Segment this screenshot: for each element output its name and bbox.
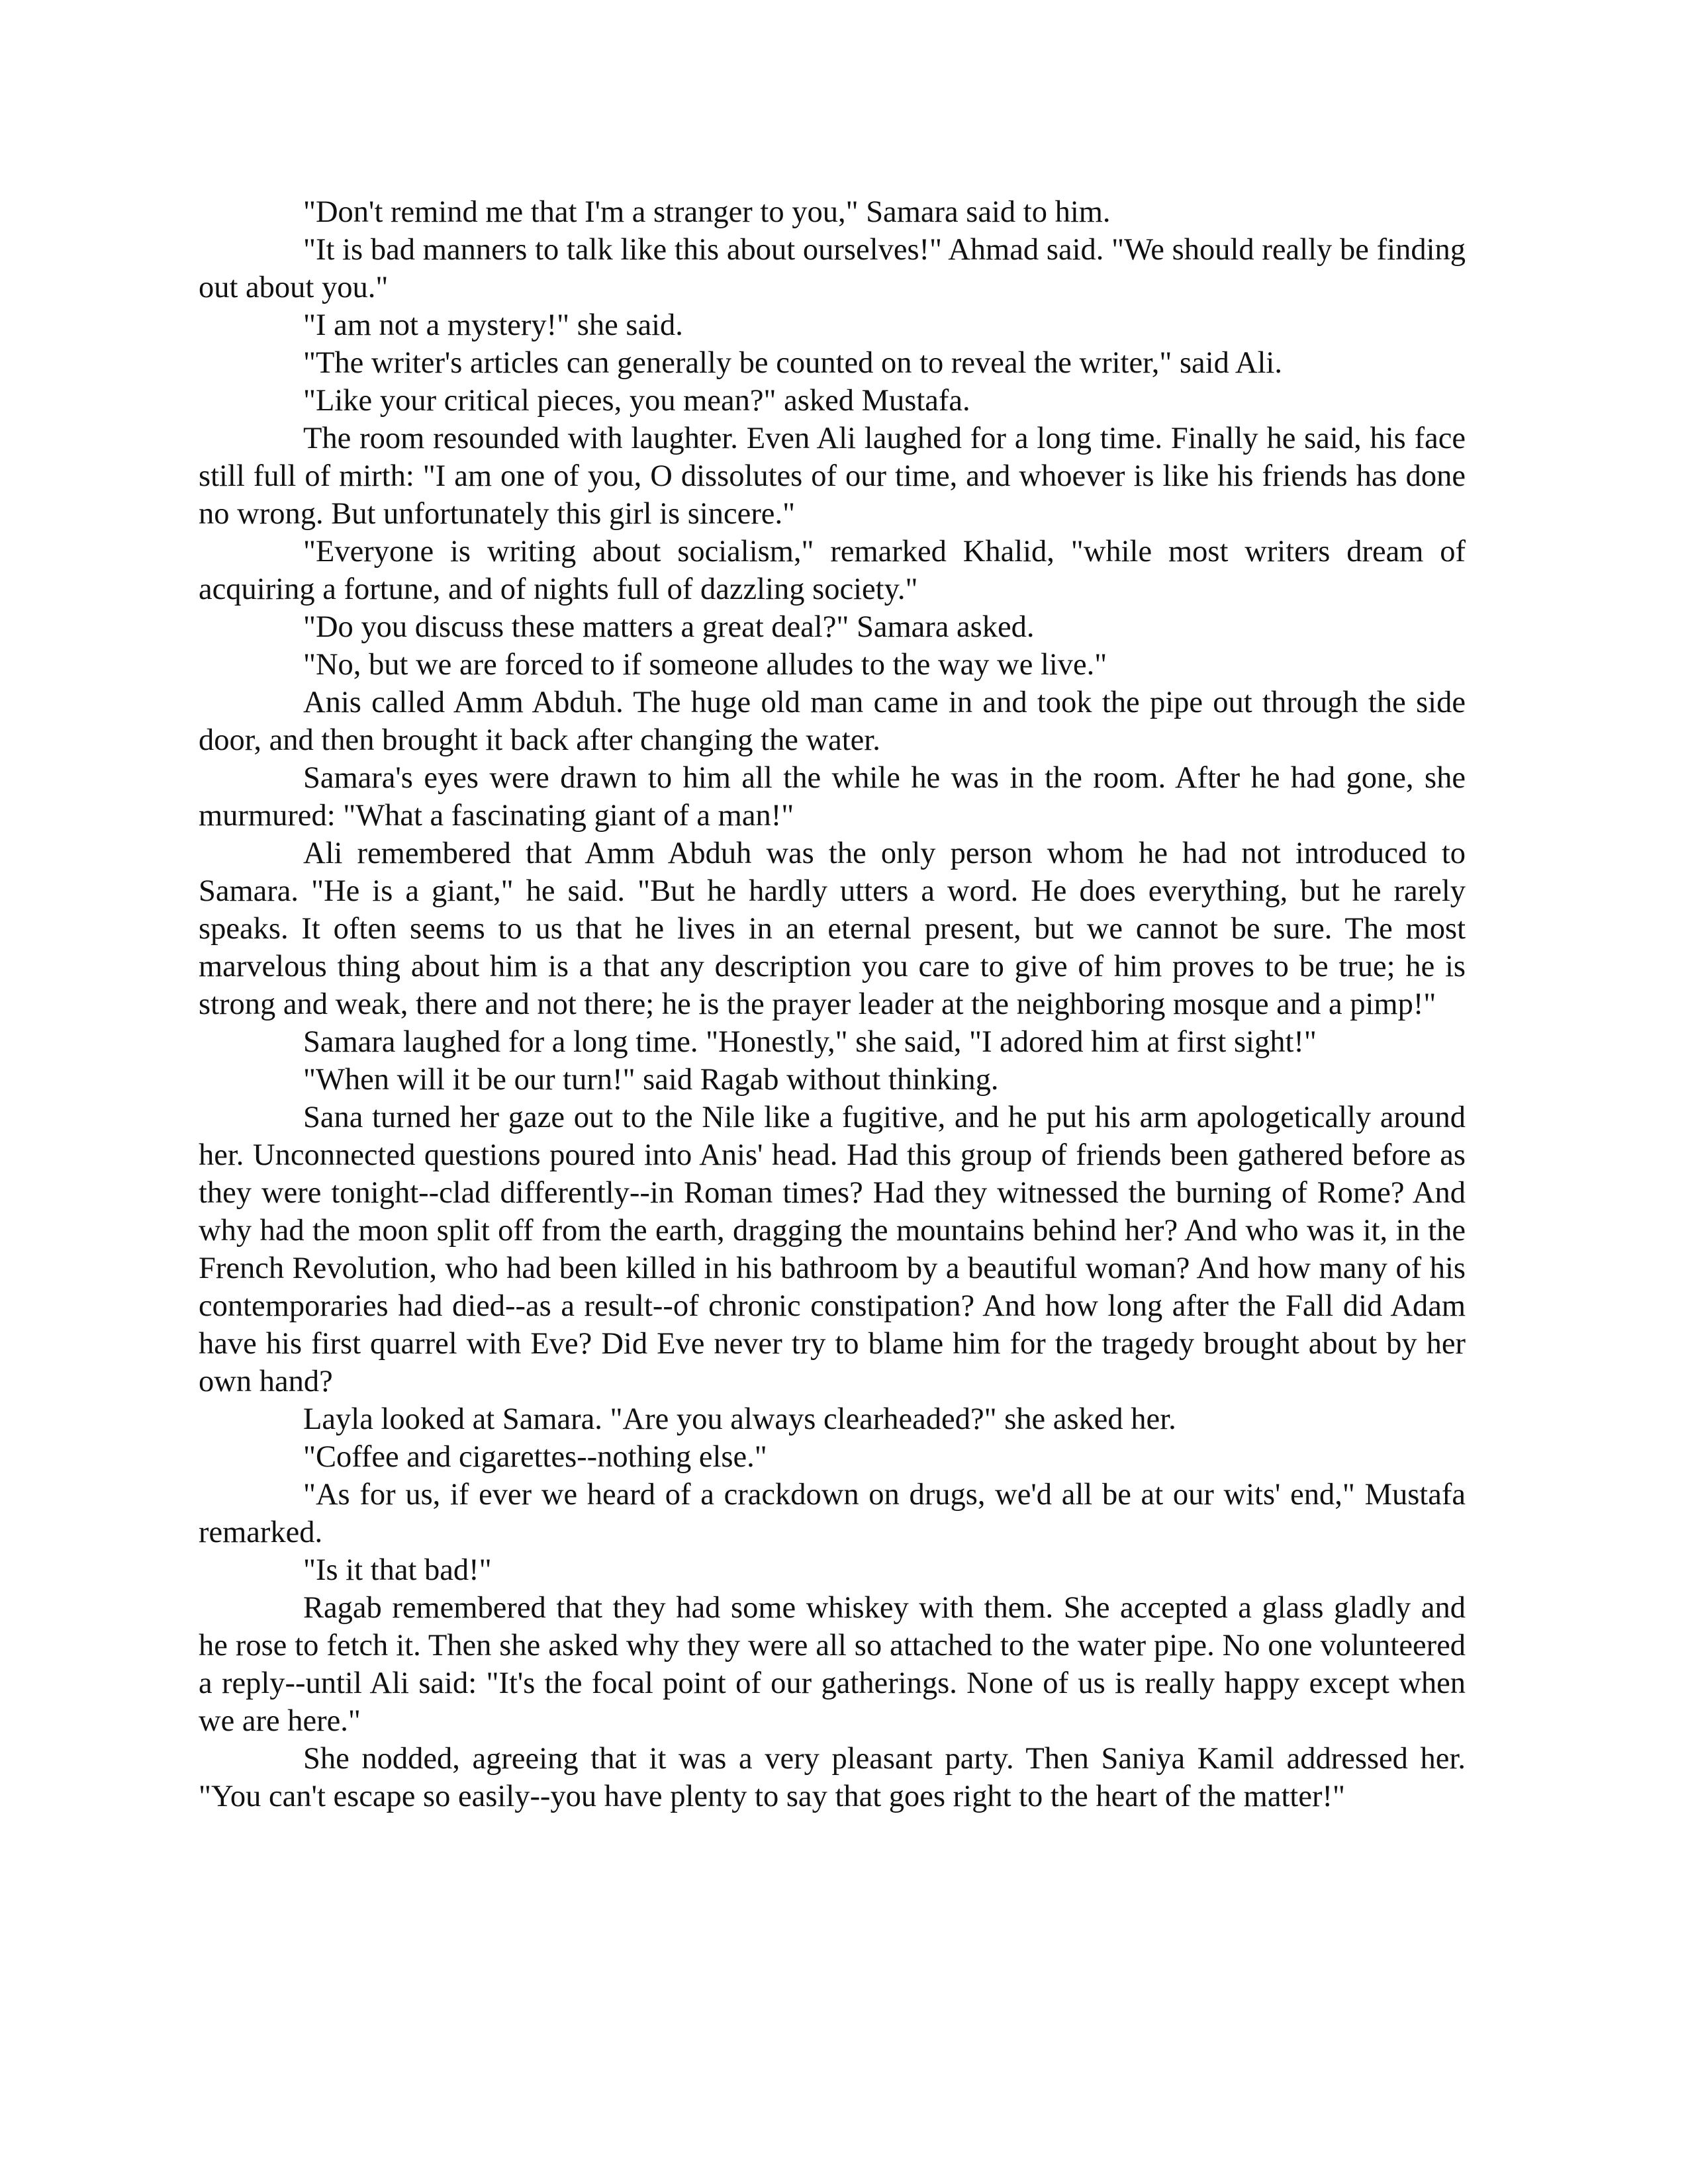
paragraph: Layla looked at Samara. "Are you always clearheaded?" she asked her. bbox=[303, 1402, 1176, 1436]
paragraph: "Is it that bad!" bbox=[303, 1553, 492, 1587]
paragraph: Sana turned her gaze out to the Nile like a fugitive, and he put his arm apologetically around her. Unconnected questions poured into Anis' head. Had this group of friends been gathered before as they were tonight--clad differently--in Roman times? Had they witnessed the burning of Rome? And why had the moon split off from the earth, dragging the mountains behind her? And who was it, in the French Revolution, who had been killed in his bathroom by a beautiful woman? And how many of his contemporaries had died--as a result--of chronic constipation? And how long after the Fall did Adam have his first quarrel with Eve? Did Eve never try to blame him for the tragedy brought about by her own hand? bbox=[199, 1101, 1466, 1398]
paragraph: "Do you discuss these matters a great deal?" Samara asked. bbox=[303, 610, 1035, 644]
paragraph: She nodded, agreeing that it was a very pleasant party. Then Saniya Kamil addressed her. "You can't escape so easily--you have plenty to say that goes right to the heart of the matter!" bbox=[199, 1742, 1466, 1813]
paragraph: "As for us, if ever we heard of a crackdown on drugs, we'd all be at our wits' end," Mustafa remarked. bbox=[199, 1478, 1466, 1549]
paragraph: "When will it be our turn!" said Ragab without thinking. bbox=[303, 1063, 999, 1097]
paragraph: "No, but we are forced to if someone alludes to the way we live." bbox=[303, 648, 1107, 682]
paragraph: Samara's eyes were drawn to him all the while he was in the room. After he had gone, she murmured: "What a fascinating giant of a man!" bbox=[199, 761, 1466, 833]
document-body bbox=[199, 193, 1466, 1815]
paragraph: Samara laughed for a long time. "Honestly," she said, "I adored him at first sight!" bbox=[303, 1025, 1317, 1059]
paragraph: "It is bad manners to talk like this about ourselves!" Ahmad said. "We should really be finding out about you." bbox=[199, 233, 1466, 304]
paragraph: "Don't remind me that I'm a stranger to you," Samara said to him. bbox=[303, 195, 1111, 229]
paragraph: The room resounded with laughter. Even Ali laughed for a long time. Finally he said, his face still full of mirth: "I am one of you, O dissolutes of our time, and whoever is like his friends has done no wrong. But unfortunately this girl is sincere." bbox=[199, 422, 1466, 531]
paragraph: "The writer's articles can generally be counted on to reveal the writer," said Ali. bbox=[303, 346, 1282, 380]
paragraph: Anis called Amm Abduh. The huge old man came in and took the pipe out through the side door, and then brought it back after changing the water. bbox=[199, 686, 1466, 757]
paragraph: "Everyone is writing about socialism," remarked Khalid, "while most writers dream of acquiring a fortune, and of nights full of dazzling society." bbox=[199, 535, 1466, 606]
paragraph: "Like your critical pieces, you mean?" asked Mustafa. bbox=[303, 384, 970, 418]
paragraph: "Coffee and cigarettes--nothing else." bbox=[303, 1440, 767, 1474]
paragraph: Ali remembered that Amm Abduh was the only person whom he had not introduced to Samara. "He is a giant," he said. "But he hardly utters a word. He does everything, but he rarely speaks. It often seems to us that he lives in an eternal present, but we cannot be sure. The most marvelous thing about him is a that any description you care to give of him proves to be true; he is strong and weak, there and not there; he is the prayer leader at the neighboring mosque and a pimp!" bbox=[199, 837, 1466, 1021]
paragraph: "I am not a mystery!" she said. bbox=[303, 308, 683, 342]
paragraph: Ragab remembered that they had some whiskey with them. She accepted a glass gladly and he rose to fetch it. Then she asked why they were all so attached to the water pipe. No one volunteered a reply--until Ali said: "It's the focal point of our gatherings. None of us is really happy except when we are here." bbox=[199, 1591, 1466, 1738]
